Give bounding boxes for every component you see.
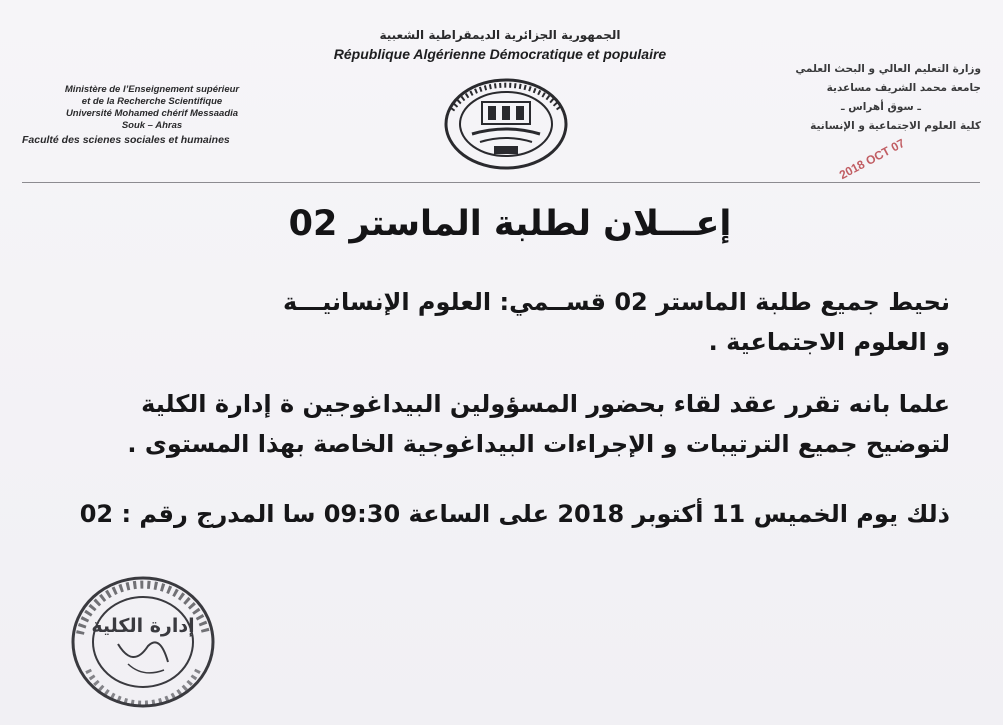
city-line-ar: ـ سوق أهراس ـ: [841, 101, 921, 113]
republic-arabic: الجمهورية الجزائرية الديمقراطية الشعبية: [379, 28, 621, 42]
header-right-arabic: [741, 60, 981, 136]
paragraph-3-line-1: ذلك يوم الخميس 11 أكتوبر 2018 على الساعة 09:30 سا المدرج رقم : 02: [79, 500, 950, 528]
date-received-stamp: 2018 OCT 07: [836, 135, 908, 183]
faculty-line-ar: كلية العلوم الاجتماعية و الإنسانية: [810, 120, 981, 132]
paragraph-1-line-1: نحيط جميع طلبة الماستر 02 قســمي: العلوم الإنسانيـــة: [283, 288, 950, 316]
republic-french: République Algérienne Démocratique et populaire: [333, 46, 667, 62]
header-divider: [22, 182, 980, 183]
faculty-line: Faculté des scienes sociales et humaines: [22, 134, 230, 146]
city-line: Souk – Ahras: [121, 120, 183, 131]
university-line-ar: جامعة محمد الشريف مساعدية: [826, 82, 981, 94]
ministry-line: Ministère de l’Enseignement supérieur: [64, 84, 240, 95]
header-left-french: [22, 84, 282, 146]
paragraph-2-line-1: علما بانه تقرر عقد لقاء بحضور المسؤولين البيداغوجين ة إدارة الكلية: [141, 390, 950, 418]
notice-paragraph-1: [60, 282, 950, 362]
research-line: et de la Recherche Scientifique: [81, 96, 223, 107]
paragraph-2-line-2: لتوضيح جميع الترتيبات و الإجراءات البيداغوجية الخاصة بهذا المستوى .: [127, 430, 950, 458]
faculty-administration-stamp: [68, 574, 218, 710]
stamp-center-text: إدارة الكلية: [91, 615, 195, 637]
paragraph-1-line-2: و العلوم الاجتماعية .: [708, 328, 950, 356]
notice-title: إعـــلان لطلبة الماستر 02: [288, 204, 732, 244]
header-center: [300, 28, 700, 62]
notice-paragraph-2: [60, 384, 950, 464]
university-line: Université Mohamed chérif Messaadia: [65, 108, 239, 119]
ministry-line-ar: وزارة التعليم العالي و البحث العلمي: [795, 63, 981, 75]
notice-paragraph-3: [60, 494, 950, 534]
university-seal-logo: [442, 76, 570, 172]
